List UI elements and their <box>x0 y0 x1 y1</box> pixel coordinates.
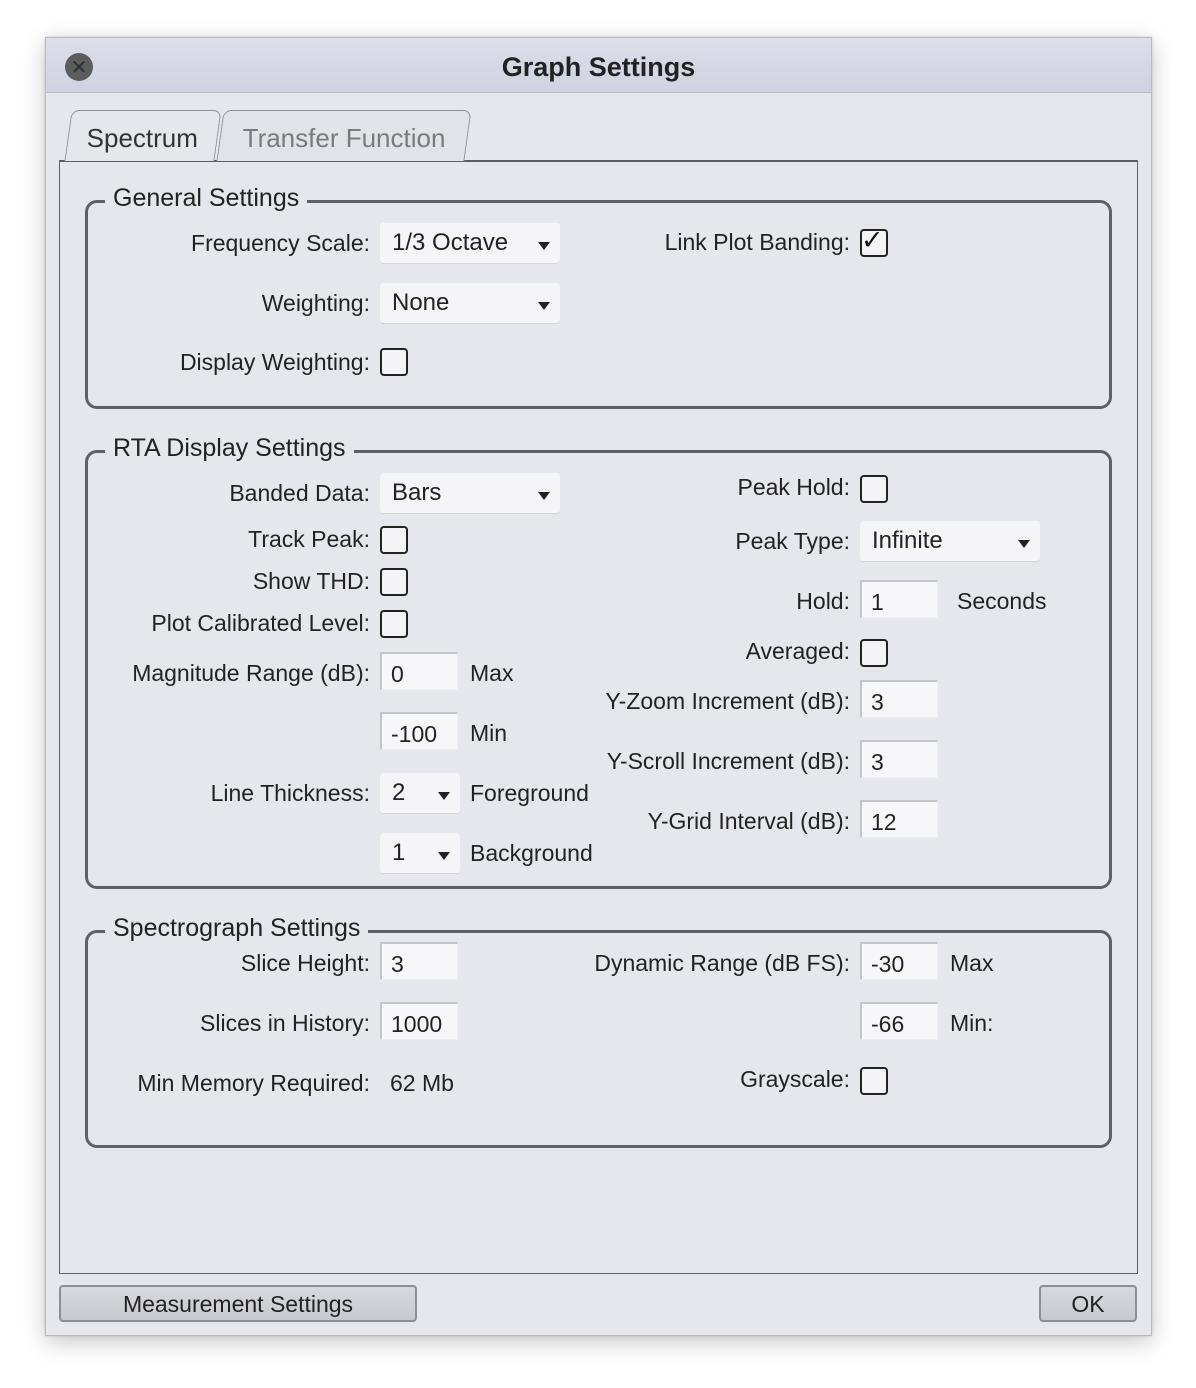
dynamic-range-min-input[interactable] <box>860 1002 938 1040</box>
magnitude-max-label: Max <box>470 660 514 686</box>
link-plot-banding-label: Link Plot Banding: <box>664 229 850 255</box>
y-zoom-increment-label: Y-Zoom Increment (dB): <box>605 688 850 714</box>
y-grid-interval-label: Y-Grid Interval (dB): <box>647 808 850 834</box>
slice-height-input[interactable] <box>380 942 458 980</box>
chevron-down-icon <box>538 302 550 310</box>
peak-type-label: Peak Type: <box>735 528 850 554</box>
hold-unit-label: Seconds <box>957 588 1047 614</box>
window-title: Graph Settings <box>501 52 696 82</box>
slices-in-history-label: Slices in History: <box>200 1010 370 1036</box>
min-memory-required-value: 62 Mb <box>390 1070 454 1096</box>
banded-data-label: Banded Data: <box>229 480 370 506</box>
weighting-select[interactable] <box>380 283 560 323</box>
show-thd-checkbox[interactable] <box>380 568 408 596</box>
dynamic-range-max-label: Max <box>950 950 994 976</box>
magnitude-min-label: Min <box>470 720 508 746</box>
tab-transfer-function[interactable] <box>216 110 471 161</box>
chevron-down-icon <box>538 492 550 500</box>
banded-data-select[interactable] <box>380 473 560 513</box>
peak-hold-label: Peak Hold: <box>737 474 850 500</box>
display-weighting-label: Display Weighting: <box>179 349 370 375</box>
line-foreground-value: 2 <box>392 779 406 806</box>
averaged-checkbox[interactable] <box>860 639 888 667</box>
chevron-down-icon <box>438 792 450 800</box>
hold-label: Hold: <box>796 588 850 614</box>
line-foreground-select[interactable] <box>380 773 460 813</box>
plot-calibrated-level-label: Plot Calibrated Level: <box>151 610 370 636</box>
averaged-label: Averaged: <box>745 638 850 664</box>
show-thd-label: Show THD: <box>252 568 370 594</box>
line-foreground-label: Foreground <box>470 780 589 806</box>
frequency-scale-label: Frequency Scale: <box>191 230 370 256</box>
spectrum-panel <box>59 160 1138 1274</box>
general-settings-title: General Settings <box>105 184 307 213</box>
chevron-down-icon <box>1018 540 1030 548</box>
line-background-value: 1 <box>392 839 406 866</box>
grayscale-label: Grayscale: <box>740 1066 850 1092</box>
y-scroll-increment-input[interactable] <box>860 740 938 778</box>
title-bar <box>46 38 1151 93</box>
slices-in-history-input[interactable] <box>380 1002 458 1040</box>
slice-height-label: Slice Height: <box>240 950 370 976</box>
peak-type-value: Infinite <box>872 527 943 554</box>
line-thickness-label: Line Thickness: <box>210 780 370 806</box>
magnitude-min-input[interactable] <box>380 712 458 750</box>
track-peak-label: Track Peak: <box>248 526 370 552</box>
hold-input[interactable] <box>860 580 938 618</box>
track-peak-checkbox[interactable] <box>380 526 408 554</box>
dynamic-range-max-input[interactable] <box>860 942 938 980</box>
weighting-value: None <box>392 289 450 316</box>
dynamic-range-label: Dynamic Range (dB FS): <box>594 950 850 976</box>
y-grid-interval-input[interactable] <box>860 800 938 838</box>
spectrograph-settings-title: Spectrograph Settings <box>105 914 368 943</box>
link-plot-banding-checkbox[interactable] <box>860 225 888 257</box>
display-weighting-checkbox[interactable] <box>380 348 408 376</box>
frequency-scale-select[interactable] <box>380 223 560 263</box>
y-scroll-increment-label: Y-Scroll Increment (dB): <box>606 748 850 774</box>
ok-button[interactable]: OK <box>1039 1285 1137 1322</box>
magnitude-max-input[interactable] <box>380 652 458 690</box>
frequency-scale-value: 1/3 Octave <box>392 229 509 256</box>
magnitude-range-label: Magnitude Range (dB): <box>132 660 370 686</box>
min-memory-required-label: Min Memory Required: <box>137 1070 370 1096</box>
line-background-label: Background <box>470 840 593 866</box>
tab-spectrum-label: Spectrum <box>87 123 199 153</box>
chevron-down-icon <box>438 852 450 860</box>
weighting-label: Weighting: <box>261 290 370 316</box>
plot-calibrated-level-checkbox[interactable] <box>380 610 408 638</box>
dynamic-range-min-label: Min: <box>950 1010 994 1036</box>
peak-hold-checkbox[interactable] <box>860 475 888 503</box>
peak-type-select[interactable] <box>860 521 1040 561</box>
checkmark-icon: ✓ <box>861 225 884 256</box>
y-zoom-increment-input[interactable] <box>860 680 938 718</box>
tab-transfer-function-label: Transfer Function <box>242 123 446 153</box>
close-icon[interactable]: ✕ <box>65 53 93 81</box>
line-background-select[interactable] <box>380 833 460 873</box>
banded-data-value: Bars <box>392 479 442 506</box>
rta-display-settings-title: RTA Display Settings <box>105 434 354 463</box>
graph-settings-window <box>45 37 1152 1336</box>
tab-spectrum[interactable] <box>64 110 221 161</box>
grayscale-checkbox[interactable] <box>860 1067 888 1095</box>
chevron-down-icon <box>538 242 550 250</box>
measurement-settings-button[interactable]: Measurement Settings <box>59 1285 417 1322</box>
